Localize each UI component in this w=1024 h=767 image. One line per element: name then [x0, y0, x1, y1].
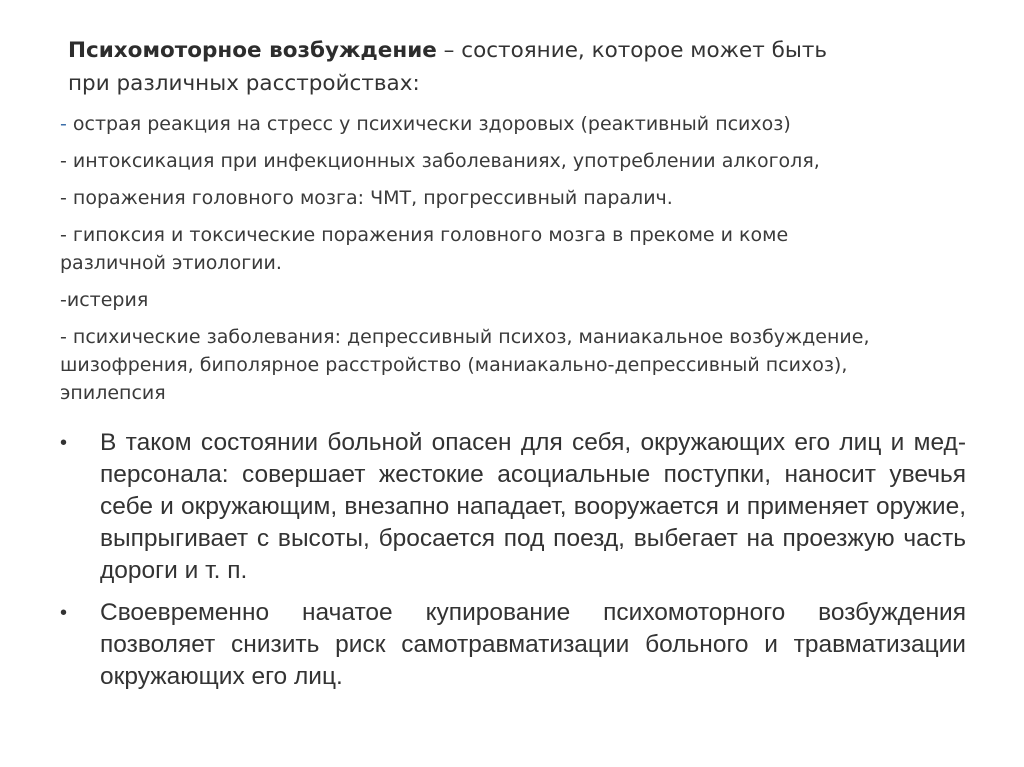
intro-line2: при различных расстройствах: — [68, 71, 420, 96]
cause-item — [60, 221, 800, 277]
cause-item — [60, 323, 950, 407]
cause-item — [60, 147, 960, 175]
intro-heading — [68, 34, 888, 100]
cause-item — [60, 184, 960, 212]
bullet-text: В таком состоянии больной опасен для себя, окружающих его лиц и мед- персонала: совершает жестокие асоциальные поступки, наносит увечья себе и окружающим, внезапно нападает, вооружается и применяет оружие, выпрыгивает с высоты, бросается под поезд, выбегает на проезжую часть дороги и т. п. — [100, 429, 966, 584]
cause-item — [60, 110, 960, 138]
bullet-item — [60, 427, 966, 587]
cause-dash: - — [60, 187, 67, 209]
bullet-dot: • — [60, 432, 68, 454]
bullet-list — [60, 427, 966, 703]
cause-text: острая реакция на стресс у психически здоровых (реактивный психоз) — [66, 113, 791, 135]
bullet-text: Своевременно начатое купирование психомоторного возбуждения позволяет снизить риск самотравматизации больного и травматизации окружающих его лиц. — [100, 599, 966, 690]
cause-text: интоксикация при инфекционных заболеваниях, употреблении алкоголя, — [66, 150, 820, 172]
cause-dash: - — [60, 326, 67, 348]
cause-dash: - — [60, 113, 67, 135]
cause-dash: - — [60, 150, 67, 172]
bullet-item — [60, 597, 966, 693]
cause-dash: - — [60, 289, 67, 311]
cause-text: психические заболевания: депрессивный психоз, маниакальное возбуждение, шизофрения, биполярное расстройство (маниакально-депрессивный психоз), эпилепсия — [60, 326, 870, 404]
bullet-dot: • — [60, 602, 68, 624]
causes-list — [60, 110, 960, 416]
cause-dash: - — [60, 224, 67, 246]
cause-text: поражения головного мозга: ЧМТ, прогрессивный паралич. — [66, 187, 673, 209]
intro-definition: – состояние, которое может быть — [436, 38, 828, 63]
intro-term: Психомоторное возбуждение — [68, 38, 437, 63]
cause-item — [60, 286, 960, 314]
cause-text: истерия — [66, 289, 149, 311]
cause-text: гипоксия и токсические поражения головного мозга в прекоме и коме различной этиологии. — [60, 224, 789, 274]
